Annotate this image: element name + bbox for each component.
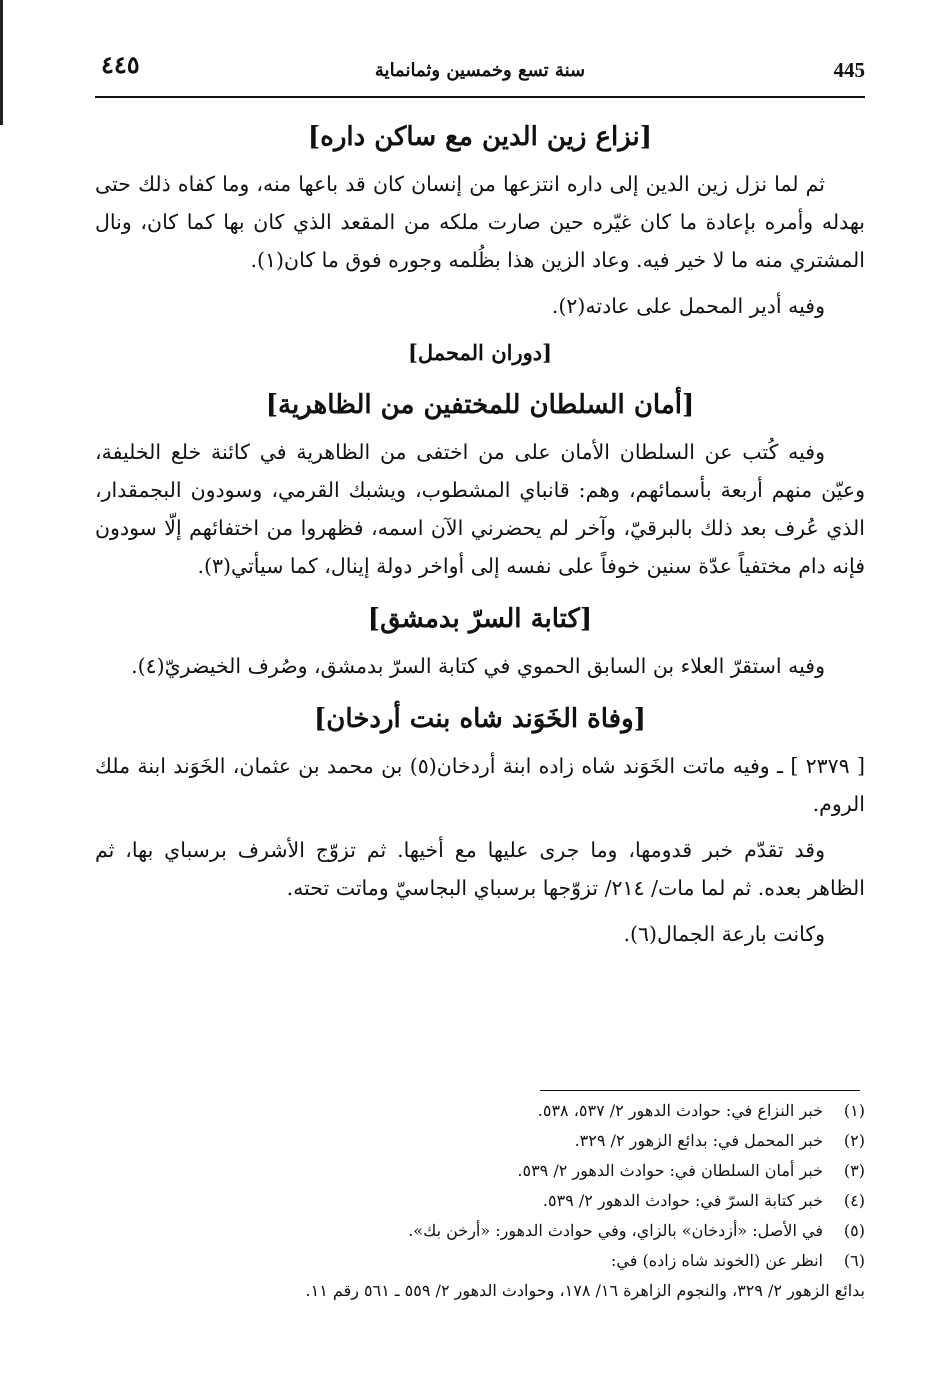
footnote-text: خبر أمان السلطان في: حوادث الدهور ٢/ ٥٣٩. xyxy=(517,1161,823,1180)
footnote-4 xyxy=(95,1186,865,1216)
main-text xyxy=(95,105,865,961)
section-title-dispute: [نزاع زين الدين مع ساكن داره] xyxy=(307,122,653,152)
footnote-2 xyxy=(95,1126,865,1156)
page-number-arabic: ٤٤٥ xyxy=(101,50,140,79)
footnote-text: في الأصل: «أزدخان» بالزاي، وفي حوادث الدهور: «أرخن بك». xyxy=(408,1221,823,1240)
footnote-number: (٤) xyxy=(843,1191,865,1210)
paragraph-death-beauty: وكانت بارعة الجمال(٦). xyxy=(623,922,825,946)
page-number-latin: 445 xyxy=(833,58,865,82)
paragraph-secretariat: وفيه استقرّ العلاء بن السابق الحموي في كتابة السرّ بدمشق، وصُرف الخيضريّ(٤). xyxy=(131,654,825,678)
footnote-number: (٦) xyxy=(843,1251,865,1270)
footnote-text: خبر المحمل في: بدائع الزهور ٢/ ٣٢٩. xyxy=(574,1131,823,1150)
header-rule xyxy=(95,96,865,98)
footnote-number: (٢) xyxy=(843,1131,865,1150)
footnote-number: (٣) xyxy=(843,1161,865,1180)
footnote-text: انظر عن (الخوند شاه زاده) في: xyxy=(611,1251,823,1270)
footnote-number: (١) xyxy=(843,1101,865,1120)
footnote-1 xyxy=(95,1096,865,1126)
paragraph-death-entry: [ ٢٣٧٩ ] ـ وفيه ماتت الخَوَند شاه زاده ابنة أردخان(٥) بن محمد بن عثمان، الخَوَند ابنة ملك الروم. xyxy=(95,754,866,816)
page-header xyxy=(95,48,865,88)
footnotes xyxy=(95,1096,865,1306)
paragraph-death-marriage: وقد تقدّم خبر قدومها، وما جرى عليها مع أخيها. ثم تزوّج الأشرف برسباي بها، ثم الظاهر بعده. ثم لما مات/ ٢١٤/ تزوّجها برسباي البجاسيّ وماتت تحته. xyxy=(95,838,865,900)
footnote-number: (٥) xyxy=(843,1221,865,1240)
footnote-text: خبر النزاع في: حوادث الدهور ٢/ ٥٣٧، ٥٣٨. xyxy=(537,1101,823,1120)
section-title-death: [وفاة الخَوَند شاه بنت أردخان] xyxy=(314,704,646,734)
footnote-3 xyxy=(95,1156,865,1186)
paragraph-mahmal: وفيه أدير المحمل على عادته(٢). xyxy=(551,294,825,318)
footnote-text: خبر كتابة السرّ في: حوادث الدهور ٢/ ٥٣٩. xyxy=(542,1191,823,1210)
footnote-5 xyxy=(95,1216,865,1246)
footnote-6 xyxy=(95,1246,865,1276)
paragraph-dispute: ثم لما نزل زين الدين إلى داره انتزعها من إنسان كان قد باعها منه، وما كفاه ذلك حتى بهدله وأمره بإعادة ما كان غيّره حين صارت ملكه من المقعد الذي كان بها كما كان، ونال المشتري منه ما لا خير فيه. وعاد الزين هذا بظُلمه وجوره فوق ما كان(١). xyxy=(95,172,865,272)
section-title-mahmal: [دوران المحمل] xyxy=(407,340,553,365)
section-title-amnesty: [أمان السلطان للمختفين من الظاهرية] xyxy=(265,390,695,420)
paragraph-amnesty: وفيه كُتب عن السلطان الأمان على من اختفى من الظاهرية في كائنة خلع الخليفة، وعيّن منهم أربعة بأسمائهم، وهم: قانباي المشطوب، ويشبك القرمي، وسودون البجمقدار، الذي عُرف بعد ذلك بالبرقيّ، وآخر لم يحضرني الآن اسمه، فظهروا من اختفائهم إلّا سودون فإنه دام مختفياً عدّة سنين خوفاً على نفسه إلى أواخر دولة إينال، كما سيأتي(٣). xyxy=(95,440,865,578)
page-edge-line xyxy=(0,0,3,125)
section-title-secretariat: [كتابة السرّ بدمشق] xyxy=(367,604,593,634)
footnote-6-continuation: بدائع الزهور ٢/ ٣٢٩، والنجوم الزاهرة ١٦/ ١٧٨، وحوادث الدهور ٢/ ٥٥٩ ـ ٥٦١ رقم ١١. xyxy=(305,1281,865,1300)
footnote-rule xyxy=(540,1090,860,1091)
running-title: سنة تسع وخمسين وثمانماية xyxy=(374,60,586,81)
